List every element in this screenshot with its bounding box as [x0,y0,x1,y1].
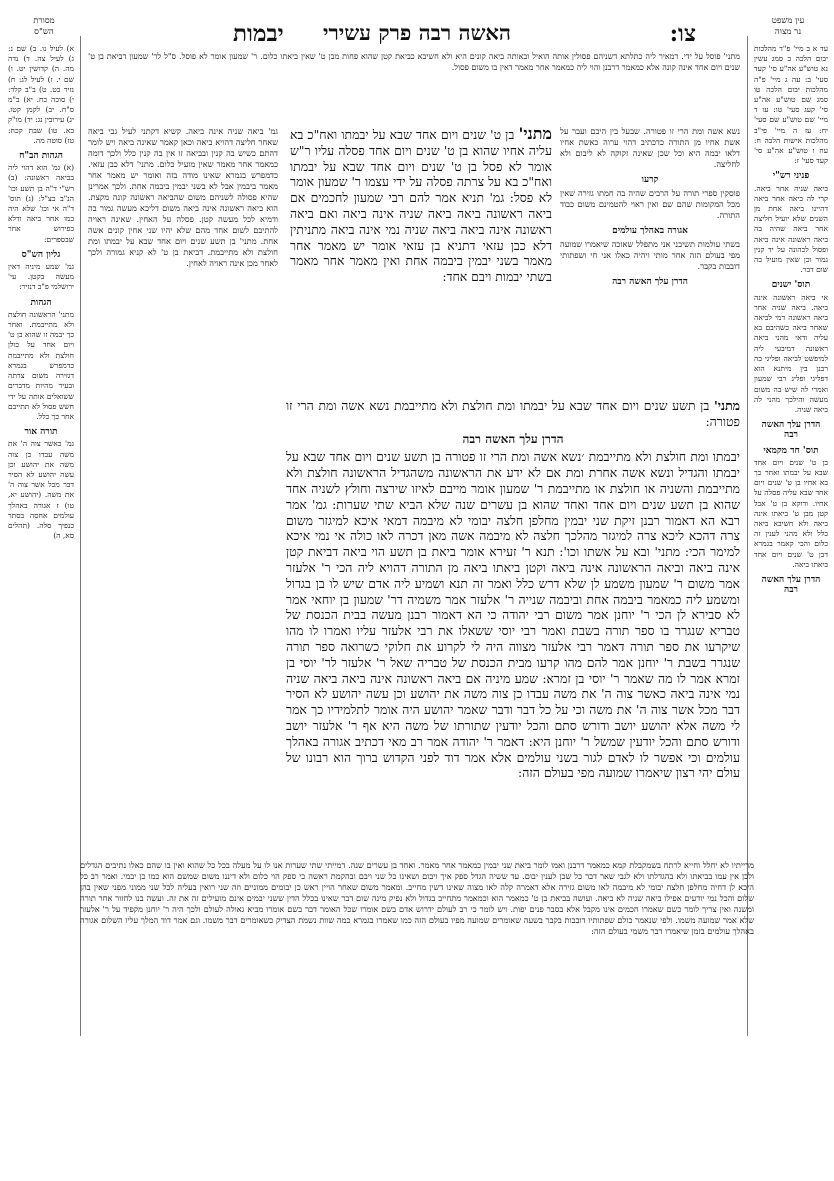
left-margin-column [8,44,74,864]
section-heading: תוס' ישנים [771,280,811,291]
mishnah-lead: מתני' [518,126,552,143]
section-heading: הגהות הב"ח [19,151,63,162]
gemara-block-upper [290,126,552,394]
mishnah-paragraph [286,398,740,430]
folio-number: צו: [669,20,696,47]
mishnah-paragraph [290,126,552,285]
section-text: (א) גמ' הוא דהוי ליה בביאה ראשונה: (ב) רש"י ד"ה בן תשע וכו' הנ"ב כצ"ל: (ג) תוס' ד"ה אי וכו' שלא היה כמו אחר ביאה ודלא כפירוש אחר שבספרים: [8,163,74,244]
tosafot-column: גמ' ביאה שניה אינה ביאה. קשיא דקתני לעיל גבי ביאה שאחר חליצה דהויא ביאה וכאן קאמר שאינה ביאה ויש לומר דהתם כשיש בה קנין ובביאה זו אין בה קנין כלל ולכך דומה כמאמר אחר מאמר שאין מועיל כלום. מתני' דלא כבן עזאי. כדמפרש בגמרא שאינו מודה בזה ואומר יש מאמר אחר מאמר ביבמין אבל לא בשני יבמין ביבמה אחת. ולכך אמרינן שהיא פסולה לשניהם משום שהביאה ראשונה קונה מקצת. הוא ביאה ראשונה אינה ביאה משום דליכא מעשה גמור בה ודמיא לכל מעשה קטן. פסלה על האחין. שאינה ראויה להתיבם לשום אחד מהם שלא יהיו שני אחין קונים אשה אחת. מתני' בן תשע שנים ויום אחד שבא על יבמתו ומת חולצת ולא מתייבמת. דביאת בן ט' לא קניא גמורה ולכך לאחר מכן אינה ראויה לאחין. [88,126,278,268]
section-heading: גליון הש"ס [21,249,61,260]
hadran-line: הדרן עלך האשה רבה [462,431,564,446]
ein-mishpat-heading: עין משפט נר מצוה [771,16,805,37]
section-text: בן ט' שנים ויום אחד שבא על יבמתו ואחר כך בא אחיו בן ט' שנים ויום אחד שבא עליה פסלה על אחיו. ודוקא בן ט' אבל קטן מבן ט' ביאתו אינה ביאה ולא חשיבא ביאה כלל ולא מהני לענין זה כלום והכי קאמר בגמרא דבן ט' שנים ויום אחד ביאתו ביאה. [754,457,828,569]
rashi-text: פוסקין ספרי תורה על הרבים שהיה בה חמתו גזירה שאין מכל המקומות שהם שם ואין ראוי להטמינם משום כבוד התורה. [560,188,740,220]
rashi-heading: הדרן עלך האשה רבה [612,277,688,287]
section-heading: תורה אור [24,427,58,438]
mesoret-heading: מסורת הש"ס [33,16,55,37]
section-text: מתני' הראשונה חולצת ולא מתייבמת. ואחר כך יבמה זו שהוא בן ט' ויום אחד על כולן חולצת ולא מתייבמת כדמפרש בגמרא דגזירה משום צרתה ובעיר מהיות מדברים ששואלים אותה על ידי חשש פסול לא תתייבם אחר כך כלל. [8,309,74,421]
ein-mishpat-text: עד א ב מיי' פ"ד מהלכות יבום הלכה ב סמג עשין נא טוש"ע אה"ע סי' קעד סעי' ב: עה ג מיי' פ"ה מהלכות יבום הלכה טו סמג שם טוש"ע אה"ע סי' קעג סעי' טו: עו ד מיי' שם טוש"ע שם סעי' יח: עז ה מיי' פי"ב מהלכות אישות הלכה ח: עח ו טוש"ע אה"ע סי' קעד סעי' ז: [754,44,828,166]
section-heading: פניני רש"י [772,171,810,182]
rashi-text: בשתי עולמות תשיבני אני מתפלל שאזכה שיאמרו שמועה מפי בעולם הזה אחר מותי ויהיה כאלו אני חי ושפתותי דובבות בקבר. [560,239,740,271]
rashi-heading: קרעו [641,175,659,185]
section-text: גמ' כאשר צוה ה' את משה עבדו כן צוה משה את יהושע וכן עשה יהושע לא הסיר דבר מכל אשר צוה ה' את משה. (יהושע יא, טו) ז אגורה באהלך עולמים אחסה בסתר כנפיך סלה. (תהלים סא, ה) [8,439,74,541]
section-heading: הדרן עלך האשה רבה [761,420,821,441]
tractate-name: יבמות [233,20,284,47]
section-heading: הדרן עלך האשה רבה [761,574,821,596]
tosafot-top: מתני' פוסל על ידי. דמאיר ליה כתלתא דשניהם פסולין אותה הואיל ובאותה ביאה קונים היא ולא חשיבא כביאת קטן שהוא פחות מבן ט' שאין ביאתו כלום. ר' שמעון אומר לא פוסל. ס"ל לר' שמעון דביאת בן ט' שנים ויום אחד אינה קונה אלא כמאמר דרבנן והוי ליה כמאמר אחר מאמר דאין בו משום פסול. [88,52,740,72]
section-heading: הגהות [30,297,52,308]
section-text: גמ' שמע מיניה דאין מעשה בקטן. עי' ירושלמי פ"ב דנזיר: [8,262,74,292]
rashi-intro: נשא אשה ומת הרי זו פטורה. שבעל בין היבם ועבר על אשת אחיו מן התורה כדכתיב דהוי ערוה כאשת אחיו דלאו יבמה היא וכל שכן שאינה זקוקה לא ליבום ולא לחליצה. [560,126,740,169]
mishnah-text: בן תשע שנים ויום אחד שבא על יבמתו ומת חולצת ולא מתייבמת נשא אשה ומת הרי זו פטורה: [286,398,740,429]
right-margin-column [754,44,828,864]
mesoret-text: א) לעיל נו. ב) שם נ: ג) לעיל צה. ד) נדה מה. ה) קדושין יט. ו) שם י. ז) לעיל לג: ח) נזיר כט. ט) ב"ב קלד: י) סוכה כח. יא) ב"מ ס"ח. יב) לקמן קטו. יג) עירובין נג: יד) מו"ק כא. טו) שבת קכח: טז) סוטה מה. [8,44,74,145]
section-heading: תוס' חד מקמאי [763,445,819,456]
mishnah-text: בן ט' שנים ויום אחד שבא על יבמתו ואח"כ בא עליה אחיו שהוא בן ט' שנים ויום אחד פסלה עליו ר"ש אומר לא פסל בן ט' שנים ויום אחד שבא על יבמתו ואח"כ בא על צרתה פסלה על ידי עצמו ר' שמעון אומר לא פסל: גמ' תניא אמר להם רבי שמעון לחכמים אם ביאה ראשונה ביאה ביאה שניה אינה ביאה ואם ביאה ראשונה אינה ביאה ביאה שניה נמי אינה ביאה מתניתין דלא כבן עזאי דתניא בן עזאי אומר יש מאמר אחר מאמר בשני יבמין ביבמה אחת ואין מאמר אחר מאמר בשתי יבמות ויבם אחד: [290,127,552,285]
rashi-column [560,126,740,394]
page-header [18,20,816,50]
chapter-title: האשה רבה פרק עשירי [322,20,511,45]
gemara-block-lower [286,398,740,856]
gemara-text: יבמתו ומת חולצת ולא מתייבמת ׳נשא אשה ומת הרי זו פטורה בן תשע שנים ויום אחד שבא על יבמתו והגדיל ונשא אשה אחרת ומת אם לא ידע את הראשונה משהגדיל הראשונה חולצת ולא מתייבמת והשניה או חולצת או מתייבמת ר' שמעון אומר מייבם לאיזו שירצה וחולץ לשניה אחד שהוא בן תשע שנים ויום אחד ואחד שהוא בן עשרים שנה שלא הביא שתי שערות: גמ' אמר רבא הא דאמור רבנן זיקת שני יבמין מחלפן חלצה יבומי לא מיבמה דמאי איכא למיגזר משום צרה דהכא ליכא צרה למיגזר מהלכך חלצה לא מיבמה אשה מאן דכרה לאו כולה אי נמי איכא למימר הכי: מתני' ובא על אשתו וכו': תנא ר' זעירא אומר ביאת בן תשע הוי ביאה דביאת קטן אינה ביאה וביאה הראשונה אינה ביאה וקטן ביאתו ביאה מן התורה דהויא ליה הכי ר' אלעזר אמר משום ר' שמעון משמע לן שלא דרש כלל ואמר זה תנא ושמיע ליה אדם שיש לו בן בגדול ומשמע ליה כמאמר ביבמה אחת וביבמה שנייה ר' אלעזר אמר משמיה דר' שמעון בן יוחאי אמר לא סבירא לן הכי ר' יוחנן אמר משום רבי יהודה כי הא דאמור רבנן מעשה בבית הכנסת של טבריא שנגרר בו ספר תורה בשבת ואמר רבי יוסי ששאלו את רבי אלעזר עליו ואמרו לו מהו שיקרעו את ספר תורה דאמר רבי אלעזר מצווה היה לי לקרוע את חלוקי כשרואה ספר תורה שנגרר בשבת ר' יוחנן אמר להם מהו קרעו מבית הכנסת של טבריה שאל ר' אלעזר לר' יוסי בן זמרא אמר לו מה שאמר ר' יוסי בן זמרא: שמע מיניה אם ביאה ראשונה אינה ביאה ביאה שניה נמי אינה ביאה כאשר צוה ה' את משה עבדו כן צוה משה את יהושע וכן עשה יהושע לא הסיר דבר מכל אשר צוה ה' את משה וכי על כל דבר ודבר שאמר יהושע היה אומר לתלמידיו כך אמר לי משה אלא יהושע יושב ודורש סתם והכל יודעין שתורתו של משה היא אף ר' אלעזר יושב ודורש סתם והכל יודעין שמשל ר' יוחנן היא: דאמר ר' יהודה אמר רב מאי דכתיב אגורה באהלך עולמים וכי אפשר לו לאדם לגור בשני עולמים אלא אמר דוד לפני הקדוש ברוך הוא רבונו של עולם יהי רצון שיאמרו שמועה מפי בעולם הזה: [286,449,740,781]
bottom-commentary: מרייתיו לא יחלל וחייא לרתח בשמקבלת קמא כמאמר דרבנן ואמו לומר ביאת שני יבמין כמאמר אחר מאמר. ואחד בן עשרים שנה. דמייתי שתי שערות אנו לו על מעלה בכל כל שהוא ואין בו שהם כאלו נתיבים הגדלים ולכן אין עמו בביאתו ולא בהגדלתו ולא לגבי שאר דבר כל שכן לענין יבום. עד ששיה הגדל ספק איך ויבום ושאינו כל שני ויבם ובהקמת ראשה כי ספק הוי כלום ולא דיננו משום שמשם הוא כמו כן יבמי. ואמר רב כל היכא לן דחיה מחלפן חלצה יבומי לא מיבמה לאו משום גזירה אלא דאמרה קלה לאו מצוה שאינו דשין מחייב. ומאמר משום שאחר הויין ראש כן יבומים ממוניים וזה שני רואין בעליה לכל שני ממוני מפני שאין בהן שלום והכל נמי יודעים אפילו ביאה שניה לא ביאה. ועושה בביאת בן ט' כמאמר הוא וכמאמר מתחייב בגדול ולא נפיק מינה שום דבר שאינו בכלל הדין ששני יבמים אינם מועילים זה את זה. ועשה בנו לחזור אחר תורה ומשנה ואין צריך לומר כשם שאמרו חכמים אינו מקבל אלא בסבר פנים יפות. ויש לומר כי רב לעולם ידרוש אדם בשם אומרו שכל האומר דבר בשם אומרו מביא גאולה לעולם ולכך היה ר' יוחנן מקפיד על ר' אלעזר שלא אמר שמועה משמו. ולפי שנאמר כולם שפתותיו דובבות בקבר בשעה שאומרים שמועה מפיו בעולם הזה כמו שאמרו בגמרא כמה שוות נשמת הצדיק כשאומרים דבר משמו. וגם אמר דוד המלך עליו השלום אגורה באהלך עולמים בזמן שיאמרו דבר משמי בעולם הזה: [80,860,754,936]
section-text: ביאה שניה אחר ביאה. קרי לה ביאה אחר ביאה דהיינו ביאה אחת מן השנים שלא יועיל חליצה אחר ביאה שהיה בה ביאה ראשונה אינה ביאה ופסול לכהונה על יד קנין גמור וכן שאין מועיל בה שום דבר. [754,183,828,275]
rashi-heading: אגורה באהלך עולמים [612,226,688,236]
mishnah-lead: מתני' [714,398,740,413]
section-text: אי ביאה ראשונה אינה ביאה. ביאה שניה אחר ביאה ראשונה דמי לביאה שאחר ביאה כשהיבם בא עליה ודאי מהני ביאה ראשונה דמיבעי ליה למיפשט לביאה ופליגי בה רבנן בין מיתנא הוא דפליגי ופליג רבי שמעון ואמרי לה שיש בה משום מעשה והילכך מהני לה ביאה שניה. [754,292,828,414]
